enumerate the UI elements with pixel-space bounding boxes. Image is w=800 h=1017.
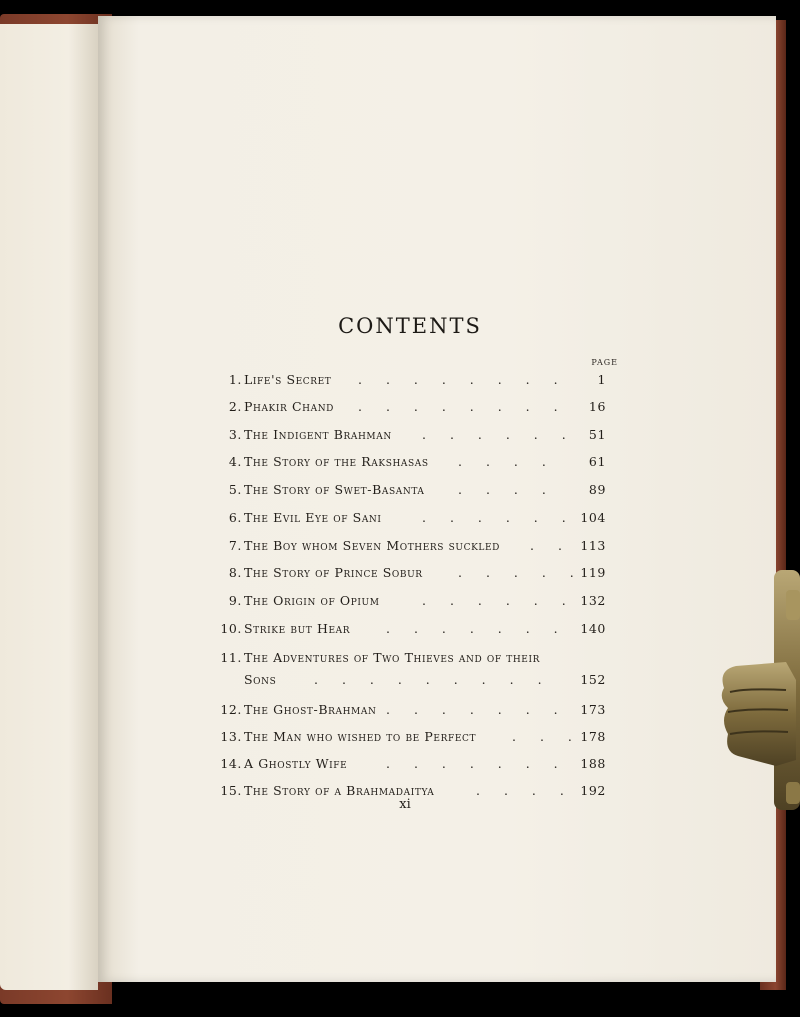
toc-entry [210, 510, 610, 530]
entry-page: 119 [580, 565, 606, 580]
entry-number: 4. [228, 454, 242, 469]
entry-number: 5. [228, 482, 242, 497]
entry-page: 16 [588, 399, 606, 414]
leader-dots: . . . . [458, 454, 556, 469]
entry-number: 6. [228, 510, 242, 525]
entry-title: Strike but Hear [244, 621, 351, 636]
leader-dots: . . . . [476, 783, 574, 798]
leader-dots: . . . . . . . . [358, 399, 568, 414]
entry-number: 10. [220, 621, 242, 636]
entry-page: 89 [588, 482, 606, 497]
leader-dots: . . [530, 538, 572, 553]
entry-title: The Origin of Opium [244, 593, 380, 608]
entry-title: The Story of Prince Sobur [244, 565, 423, 580]
entry-title: The Ghost-Brahman [244, 702, 377, 717]
entry-page: 1 [597, 372, 606, 387]
leader-dots: . . . . . . . . . [314, 672, 552, 687]
entry-page: 132 [580, 593, 606, 608]
entry-page: 192 [580, 783, 606, 798]
leader-dots: . . . . . . . . [358, 372, 568, 387]
toc-entry [210, 650, 610, 670]
left-page [0, 24, 98, 990]
entry-title: The Indigent Brahman [244, 427, 392, 442]
entry-title: The Story of Swet-Basanta [244, 482, 425, 497]
entry-page: 113 [580, 538, 606, 553]
entry-number: 13. [220, 729, 242, 744]
toc-entry [210, 454, 610, 474]
entry-page: 104 [580, 510, 606, 525]
brass-clasp-icon [716, 570, 800, 810]
entry-number: 2. [228, 399, 242, 414]
leader-dots: . . . . . . [422, 427, 576, 442]
entry-page: 178 [580, 729, 606, 744]
entry-number: 1. [228, 372, 242, 387]
entry-number: 12. [220, 702, 242, 717]
leader-dots: . . . . [458, 482, 556, 497]
entry-title: The Man who wished to be Perfect [244, 729, 477, 744]
entry-title: Phakir Chand [244, 399, 334, 414]
leader-dots: . . . . . . . [386, 756, 568, 771]
leader-dots: . . . . . [458, 565, 584, 580]
leader-dots: . . . [512, 729, 582, 744]
toc-entry [210, 482, 610, 502]
entry-number: 8. [228, 565, 242, 580]
toc-entry-continuation [210, 672, 610, 692]
entry-number: 15. [220, 783, 242, 798]
entry-page: 140 [580, 621, 606, 636]
entry-page: 173 [580, 702, 606, 717]
leader-dots: . . . . . . . [386, 621, 568, 636]
toc-entry [210, 621, 610, 641]
entry-title: The Story of the Rakshasas [244, 454, 429, 469]
entry-title: Life's Secret [244, 372, 332, 387]
toc-entry [210, 756, 610, 776]
toc-entry [210, 565, 610, 585]
entry-page: 61 [588, 454, 606, 469]
toc-entry [210, 372, 610, 392]
page-folio: xi [399, 797, 411, 812]
toc-entry [210, 729, 610, 749]
entry-page: 152 [580, 672, 606, 687]
leader-dots: . . . . . . . [386, 702, 568, 717]
entry-title: The Evil Eye of Sani [244, 510, 382, 525]
contents-heading: CONTENTS [338, 314, 482, 338]
toc-entry [210, 702, 610, 722]
entry-number: 3. [228, 427, 242, 442]
entry-number: 11. [220, 650, 242, 665]
entry-page: 51 [588, 427, 606, 442]
entry-title: The Story of a Brahmadaitya [244, 783, 435, 798]
leader-dots: . . . . . . [422, 510, 576, 525]
toc-entry [210, 399, 610, 419]
leader-dots: . . . . . . [422, 593, 576, 608]
entry-title: A Ghostly Wife [244, 756, 348, 771]
entry-page: 188 [580, 756, 606, 771]
entry-number: 7. [228, 538, 242, 553]
entry-title: The Adventures of Two Thieves and of their [244, 650, 540, 665]
page-column-label: PAGE [591, 358, 618, 367]
toc-entry [210, 427, 610, 447]
entry-title: The Boy whom Seven Mothers suckled [244, 538, 500, 553]
toc-entry [210, 593, 610, 613]
entry-number: 14. [220, 756, 242, 771]
entry-number: 9. [228, 593, 242, 608]
toc-entry [210, 538, 610, 558]
entry-title: Sons [244, 672, 277, 687]
